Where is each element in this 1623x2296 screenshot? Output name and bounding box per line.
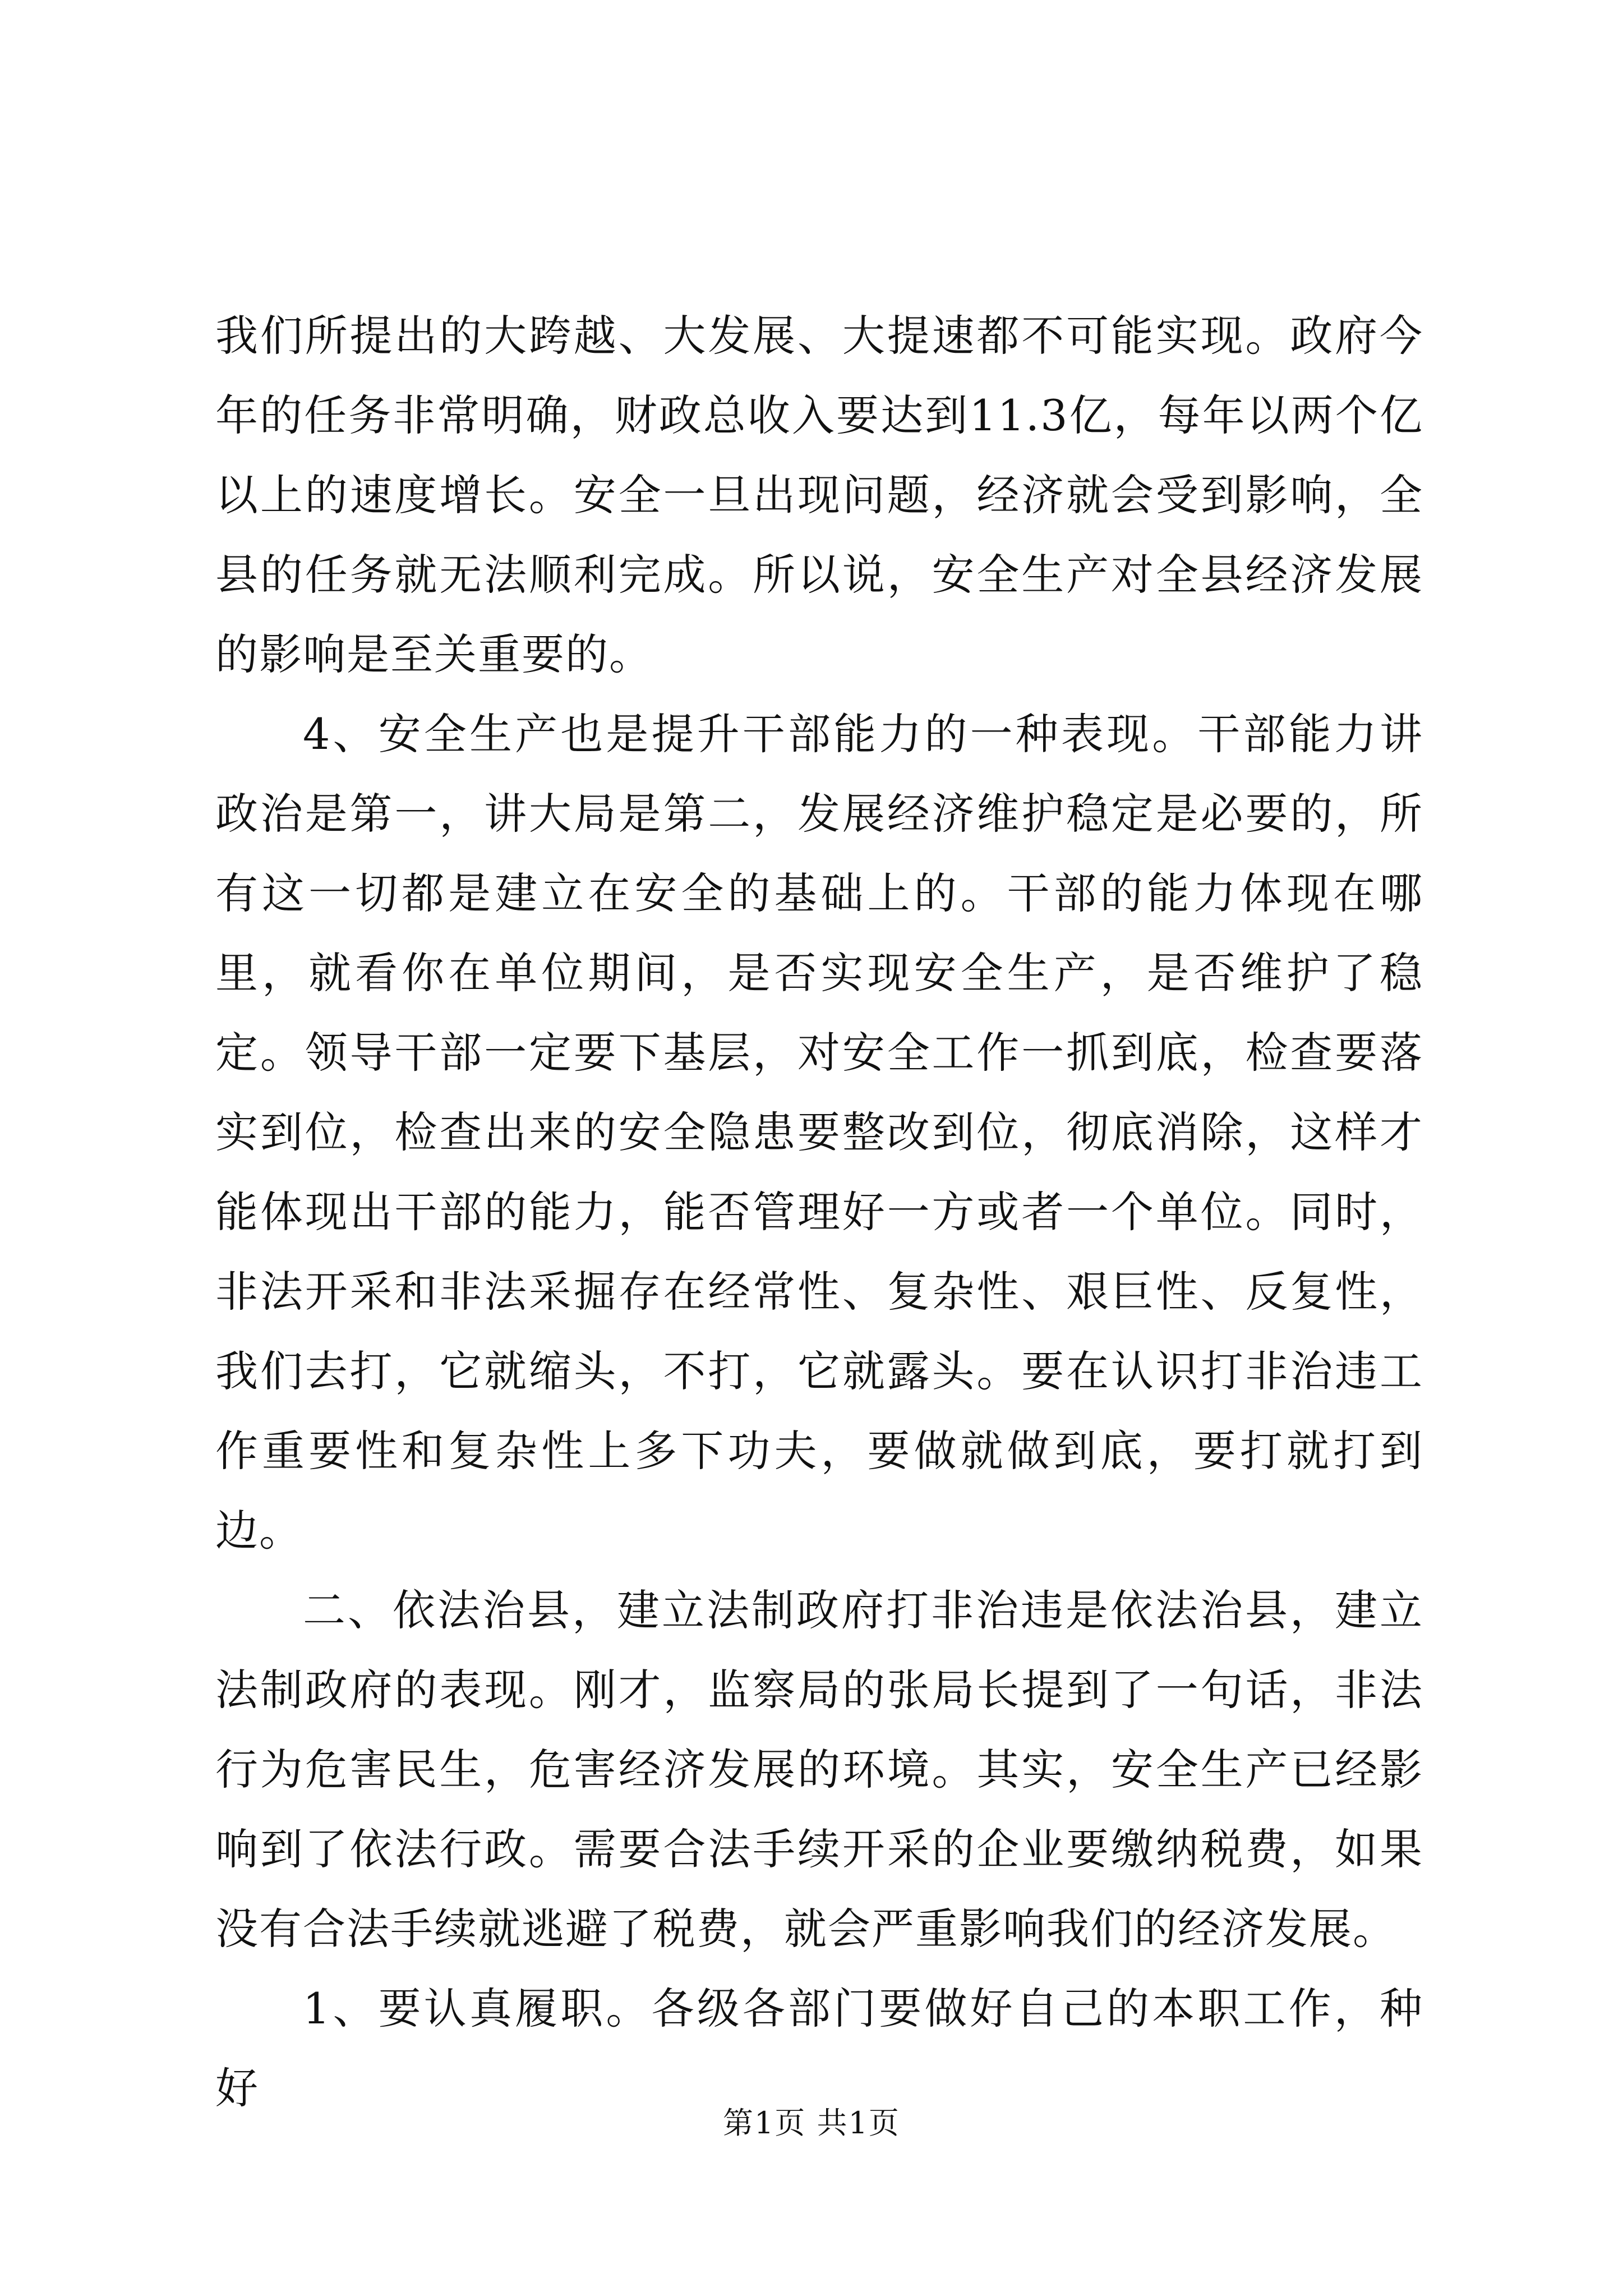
paragraph-section-4: 4、安全生产也是提升干部能力的一种表现。干部能力讲政治是第一，讲大局是第二，发展经济维护稳定是必要的，所有这一切都是建立在安全的基础上的。干部的能力体现在哪里，就看你在单位期间，是否实现安全生产，是否维护了稳定。领导干部一定要下基层，对安全工作一抓到底，检查要落实到位，检查出来的安全隐患要整改到位，彻底消除，这样才能体现出干部的能力，能否管理好一方或者一个单位。同时，非法开采和非法采掘存在经常性、复杂性、艰巨性、反复性，我们去打，它就缩头，不打，它就露头。要在认识打非治违工作重要性和复杂性上多下功夫，要做就做到底，要打就打到边。 [215,709,1423,1556]
paragraph-item-1: 1、要认真履职。各级各部门要做好自己的本职工作，种好 [215,1984,1423,2113]
paragraph-section-two: 二、依法治县，建立法制政府打非治违是依法治县，建立法制政府的表现。刚才，监察局的张局长提到了一句话，非法行为危害民生，危害经济发展的环境。其实，安全生产已经影响到了依法行政。需要合法手续开采的企业要缴纳税费，如果没有合法手续就逃避了税费，就会严重影响我们的经济发展。 [215,1585,1423,1954]
document-body [215,296,1423,2128]
paragraph-continuation: 我们所提出的大跨越、大发展、大提速都不可能实现。政府今年的任务非常明确，财政总收入要达到11.3亿，每年以两个亿以上的速度增长。安全一旦出现问题，经济就会受到影响，全县的任务就无法顺利完成。所以说，安全生产对全县经济发展的影响是至关重要的。 [215,311,1423,679]
page-footer: 第1页 共1页 [723,2105,900,2141]
